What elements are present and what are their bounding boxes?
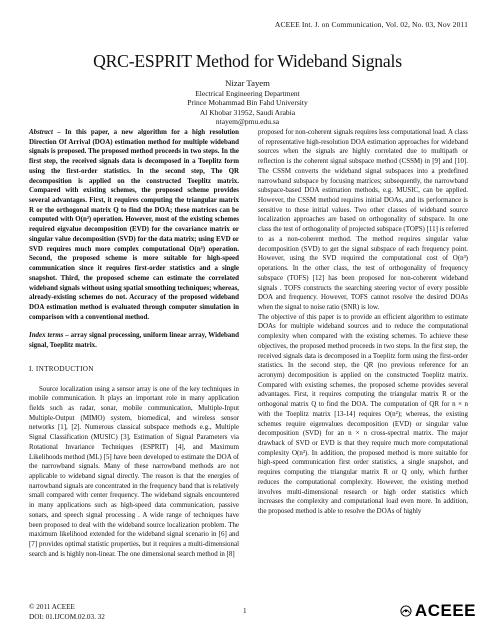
section-heading-introduction: I. INTRODUCTION	[29, 364, 94, 373]
page-number: 1	[243, 607, 247, 615]
index-terms-text: – array signal processing, uniform linear array, Wideband signal, Toeplitz matrix.	[29, 331, 239, 350]
right-column	[258, 128, 468, 517]
affiliation-university: Prince Mohammad Bin Fahd University	[187, 98, 308, 107]
footer-block	[29, 603, 105, 622]
introduction-paragraph: Source localization using a sensor array is one of the key techniques in mobile communication. It plays an important role in many application fields such as radar, sonar, mobile communication, Multiple-Input Multiple-Output (MIMO) system, biomedical, and wireless sensor networks [1], [2]. Numerous classical subspace methods e.g., Multiple Signal Classification (MUSIC) [3], Estimation of Signal Parameters via Rotational Invariance Techniques (ESPRIT) [4], and Maximum Likelihoods method (ML) [5] have been developed to estimate the DOA of the narrowband signals. Many of these narrowband methods are not applicable to wideband signal directly. The reason is that the energies of narrowband signals are concentrated in the frequency band that is relatively small compared with center frequency. The wideband signals encountered in many applications such as high-speed data communication, passive sonars, and speech signal processing . A wide range of techniques have been proposed to deal with the wideband source localization problem. The maximum likelihood extended for the wideband signal scenario in [6] and [7] provides optimal statistic properties, but it requires a multi-dimensional search and is highly non-linear. The one dimensional search method in [8]	[29, 384, 239, 558]
doi-text: DOI: 01.IJCOM.02.03. 32	[29, 612, 105, 621]
author-block	[0, 79, 495, 127]
paper-title: QRC-ESPRIT Method for Wideband Signals	[93, 51, 402, 71]
right-paragraph-2: The objective of this paper is to provide an efficient algorithm to estimate DOAs for multiple wideband sources and to reduce the computational complexity when compared with the existing schemes. To achieve these objectives, the proposed method proceeds in two steps. In the first step, the received signals data is decomposed in a Toeplitz form using the first-order statistics. In the second step, the QR (no previous reference for an acronym) decomposition is applied on the constructed Toeplitz matrix. Compared with existing schemes, the proposed scheme provides several advantages. First, it requires computing the triangular matrix R or the orthogonal matrix Q to find the DOA. The computation of QR for n × n with the Toeplitz matrix [13-14] requires O(n²); whereas, the existing schemes require eigenvalues decomposition (EVD) or singular value decomposition (SVD) for an n × n cross-spectral matrix. The major drawback of SVD or EVD is that they require much more computational complexity O(n³). In addition, the proposed method is more suitable for high-speed communication first order statistics, a single snapshot, and requires computing the triangular matrix R or Q only, which further reduces the computational complexity. However, the existing method involves multi-dimensional research or high order statistics which increases the complexity and computational load even more. In addition, the proposed method is able to resolve the DOAs of highly	[258, 312, 468, 516]
abstract-paragraph	[29, 128, 239, 322]
abstract-label: Abstract	[29, 128, 53, 136]
copyright-text: © 2011 ACEEE	[29, 603, 75, 611]
journal-header: ACEEE Int. J. on Communication, Vol. 02, No. 03, Nov 2011	[274, 20, 468, 29]
left-column	[29, 128, 239, 559]
right-paragraph-1: proposed for non-coherent signals requires less computational load. A class of representative high-resolution DOA estimation approaches for wideband sources when the signals are highly correlated due to multipath or reflection is the coherent signal subspace method (CSSM) in [9] and [10]. The CSSM converts the wideband signal subspaces into a predefined narrowband subspace by focusing matrices; subsequently, the narrowband subspace-based DOA estimation methods, e.g. MUSIC, can be applied. However, the CSSM method requires initial DOAs, and its performance is sensitive to these initial values. Two other classes of wideband source localization approaches are based on orthogonality of subspace. In one class the test of orthogonality of projected subspace (TOPS) [11] is referred to as a non-coherent method. The method requires singular value decomposition (SVD) to get the signal subspace of each frequency point. However, using the SVD required the computational cost of O(n³) operations. In the other class, the test of orthogonality of frequency subspace (TOFS) [12] has been proposed for non-coherent wideband signals . TOFS constructs the searching steering vector of every possible DOA and frequency. However, TOFS cannot resolve the desired DOAs when the signal to noise ratio (SNR) is low.	[258, 128, 468, 311]
index-terms-label: Index terms	[29, 331, 64, 340]
aceee-logo	[400, 600, 476, 622]
abstract-text: – In this paper, a new algorithm for a high resolution Direction Of Arrival (DOA) estimation method for multiple wideband signals is proposed. The proposed method proceeds in two steps. In the first step, the received signals data is decomposed in a Toeplitz form using the first-order statistics. In the second step, The QR decomposition is applied on the constructed Toeplitz matrix. Compared with existing schemes, the proposed scheme provides several advantages. First, it requires computing the triangular matrix R or the orthogonal matrix Q to find the DOA; these matrices can be computed with O(n²) operation. However, most of the existing schemes required eigvalue decomposition (EVD) for the covariance matrix or singular value decomposition (SVD) for the data matrix; using EVD or SVD requires much more complex computational O(n³) operation. Second, the proposed scheme is more suitable for high-speed communication since it requires first-order statistics and a single snapshot. Third, the proposed scheme can estimate the correlated wideband signals without using spatial smoothing techniques; whereas, already-existing schemes do not. Accuracy of the proposed wideband DOA estimation method is evaluated through computer simulation in comparison with a conventional method.	[29, 128, 239, 321]
aceee-logo-icon	[400, 601, 412, 621]
affiliation-department: Electrical Engineering Department	[195, 88, 300, 98]
aceee-logo-text: ACEEE	[414, 601, 476, 620]
author-email: ntayem@pmu.edu.sa	[215, 117, 280, 126]
author-name: Nizar Tayem	[225, 78, 270, 88]
index-terms-paragraph	[29, 331, 239, 350]
affiliation-address: Al Khobar 31952, Saudi Arabia	[199, 107, 296, 117]
